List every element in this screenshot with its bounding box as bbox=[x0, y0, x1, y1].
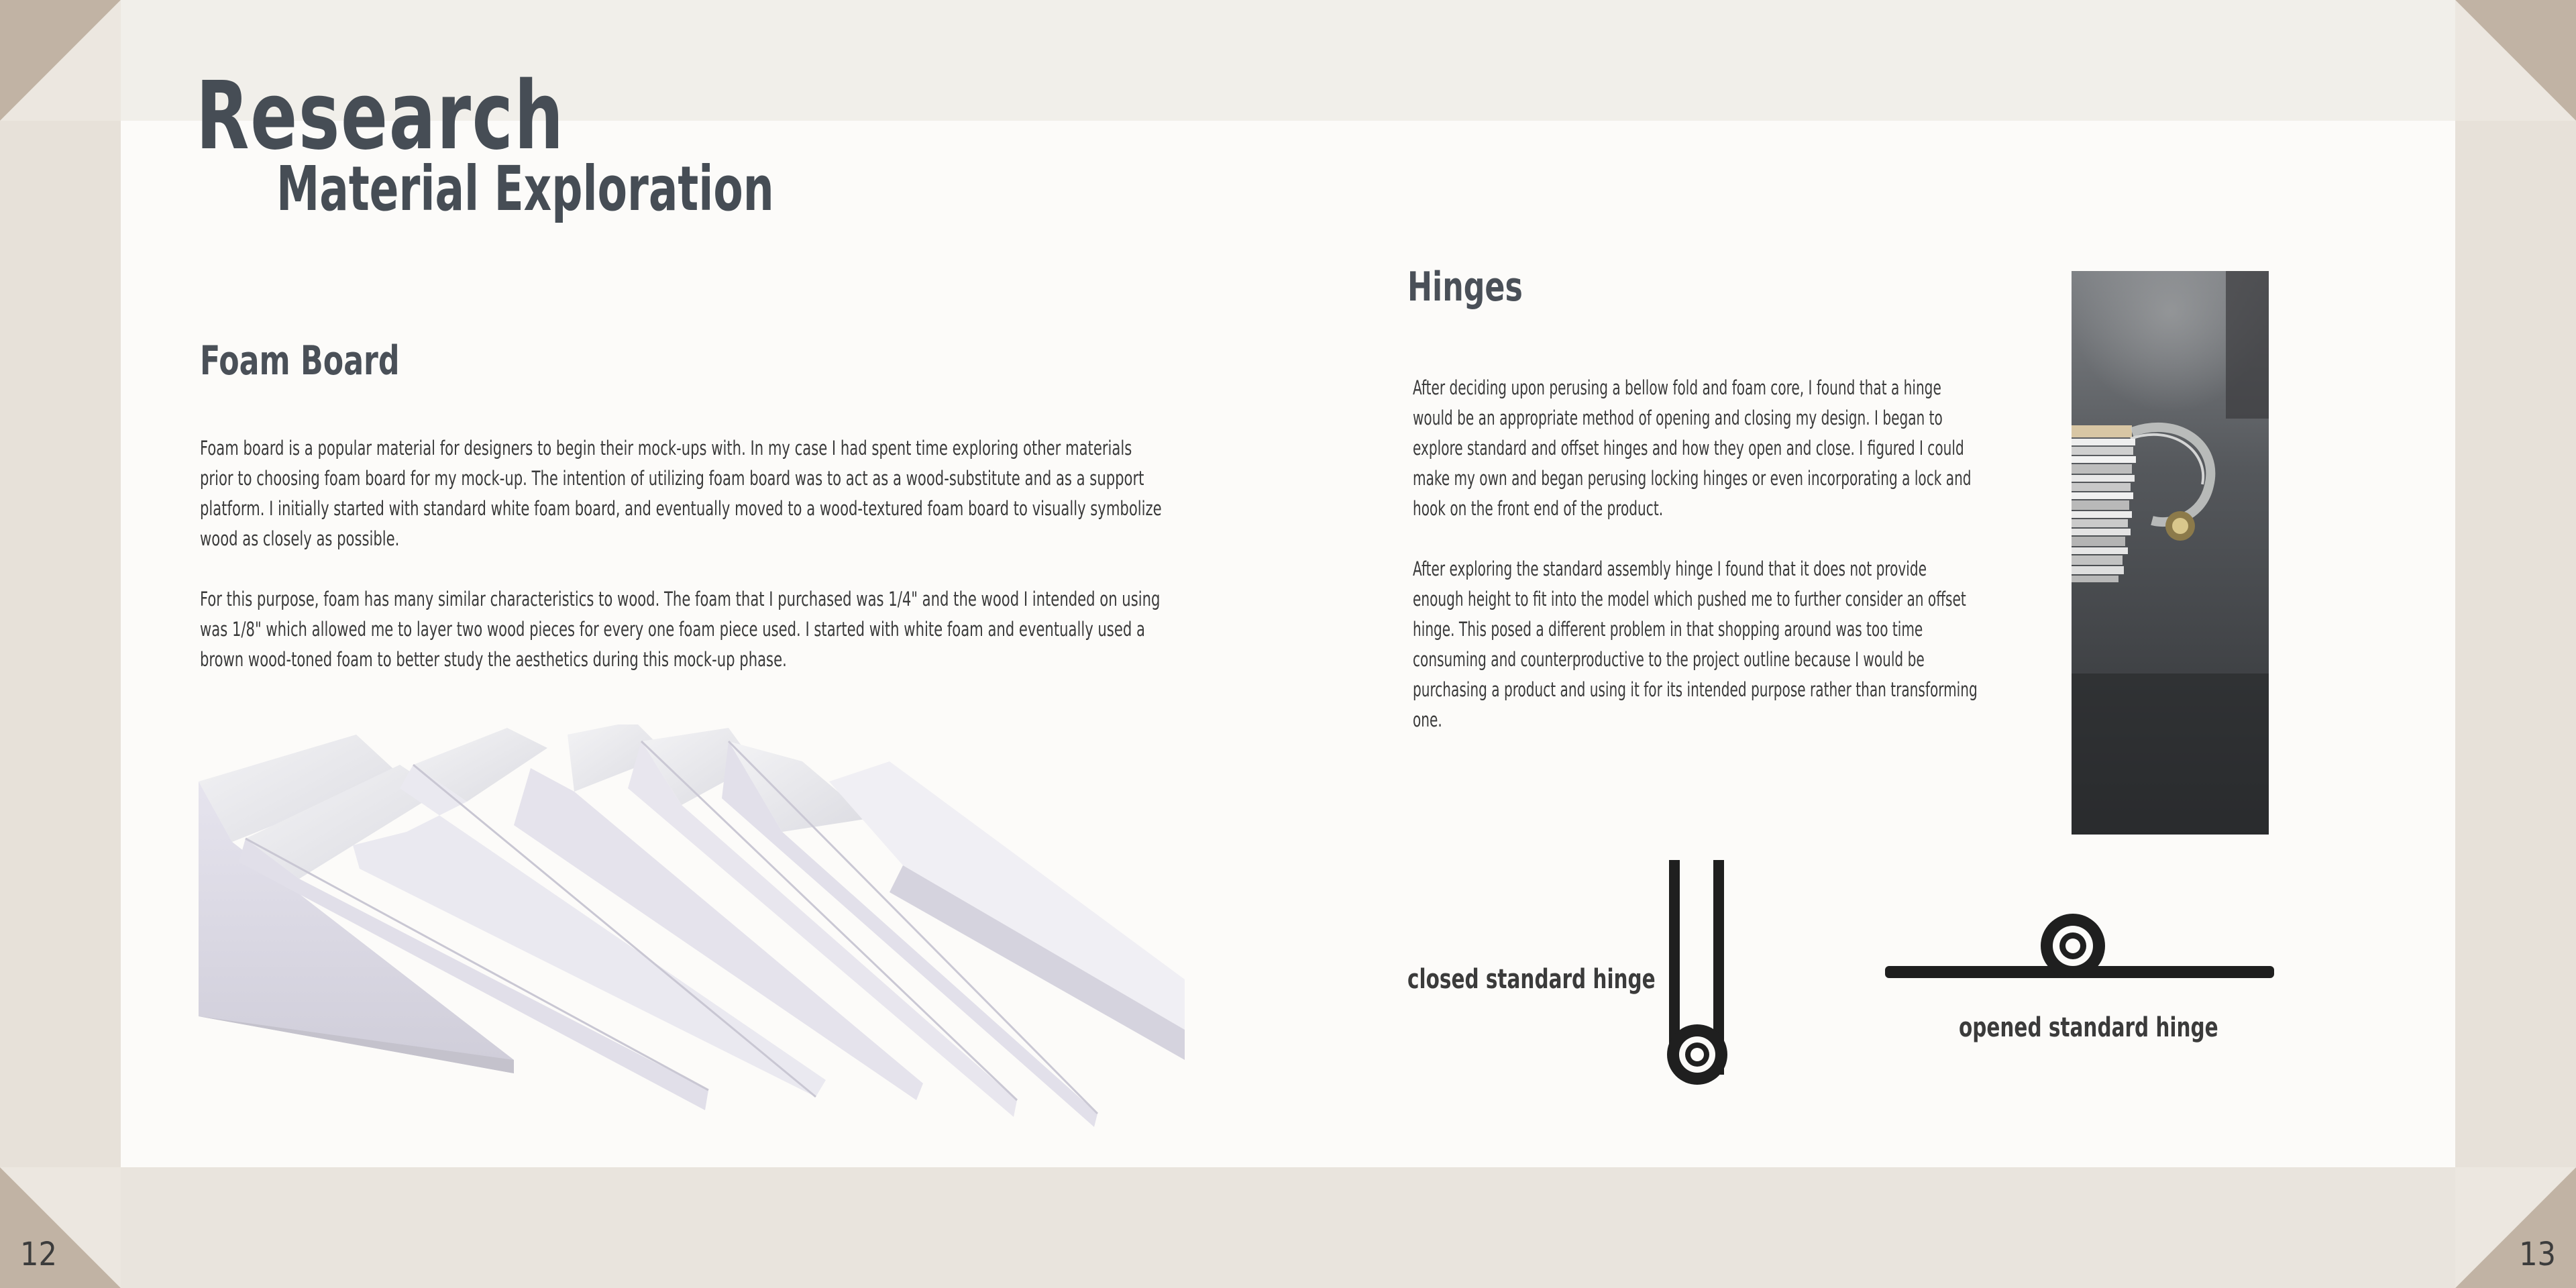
page-number-left: 12 bbox=[20, 1236, 57, 1273]
closed-hinge-label: closed standard hinge bbox=[1407, 964, 1656, 995]
corner-top-left bbox=[0, 0, 121, 121]
page-number-right: 13 bbox=[2519, 1236, 2556, 1273]
left-margin bbox=[0, 0, 121, 1288]
hinges-text bbox=[1413, 373, 1981, 765]
hinge-photo bbox=[2072, 271, 2269, 835]
foam-board-paragraph-1: Foam board is a popular material for designers to begin their mock-ups with. In my case I had spent time exploring other materials prior to choosing foam board for my mock-up. The intention of utilizing foam board was to act as a wood-substitute and as a support platform. I initially started with standard white foam board, and eventually moved to a wood-textured foam board to visually symbolize wood as closely as possible. bbox=[200, 437, 1162, 550]
foam-board-heading: Foam Board bbox=[200, 337, 400, 384]
opened-hinge-label: opened standard hinge bbox=[1959, 1012, 2218, 1043]
hinges-heading: Hinges bbox=[1407, 264, 1523, 311]
bottom-band bbox=[121, 1167, 2455, 1288]
foam-board-stack-image bbox=[199, 724, 1185, 1127]
foam-board-paragraph-2: For this purpose, foam has many similar characteristics to wood. The foam that I purchased was 1/4" and the wood I intended on using was 1/8" which allowed me to layer two wood pieces for every one foam piece used. I started with white foam and eventually used a brown wood-toned foam to better study the aesthetics during this mock-up phase. bbox=[200, 588, 1161, 671]
hinges-paragraph-2: After exploring the standard assembly hinge I found that it does not provide enough height to fit into the model which pushed me to further consider an offset hinge. This posed a different problem in that shopping around was too time consuming and counterproductive to the project outline because I would be purchasing a product and using it for its intended purpose rather than transforming one. bbox=[1413, 557, 1978, 731]
corner-top-right bbox=[2455, 0, 2576, 121]
opened-hinge-diagram bbox=[1885, 911, 2274, 985]
page-title: Research bbox=[196, 62, 565, 171]
corner-bottom-right bbox=[2455, 1167, 2576, 1288]
foam-board-text bbox=[200, 433, 1167, 705]
page-subtitle: Material Exploration bbox=[276, 153, 774, 225]
corner-bottom-left bbox=[0, 1167, 121, 1288]
closed-hinge-diagram bbox=[1660, 860, 1740, 1102]
right-margin bbox=[2455, 0, 2576, 1288]
hinges-paragraph-1: After deciding upon perusing a bellow fold and foam core, I found that a hinge would be an appropriate method of opening and closing my design. I began to explore standard and offset hinges and how they open and close. I figured I could make my own and began perusing locking hinges or even incorporating a lock and hook on the front end of the product. bbox=[1413, 376, 1972, 520]
